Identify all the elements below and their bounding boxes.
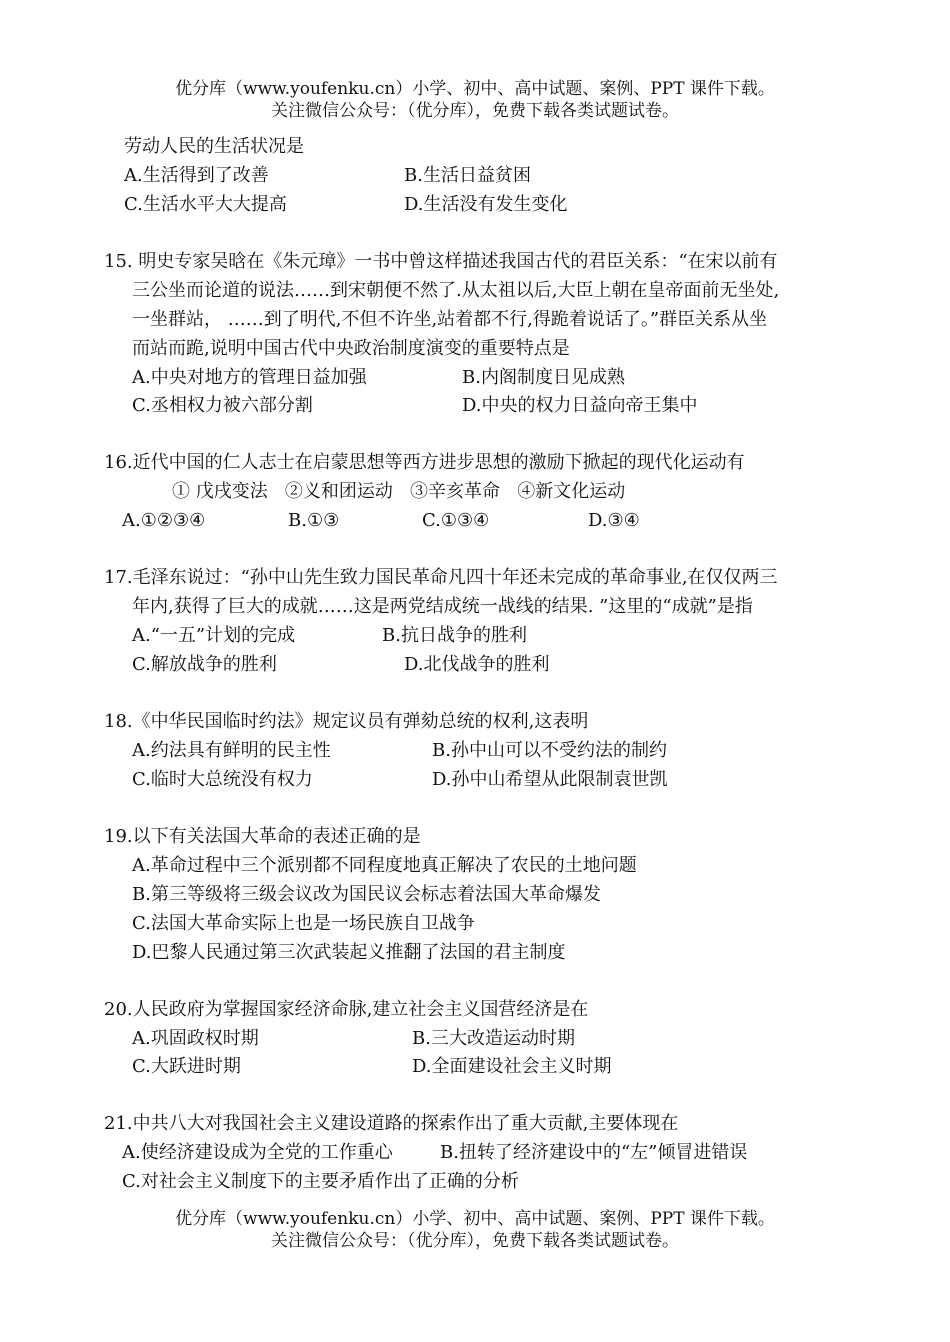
q20-option-c: C.大跃进时期 bbox=[132, 1056, 241, 1077]
q14-option-b: B.生活日益贫困 bbox=[404, 165, 531, 186]
q21-line-1: 21.中共八大对我国社会主义建设道路的探索作出了重大贡献,主要体现在 bbox=[104, 1113, 679, 1134]
page-header bbox=[0, 78, 950, 122]
q15-option-c: C.丞相权力被六部分割 bbox=[132, 395, 313, 416]
q14-option-d: D.生活没有发生变化 bbox=[404, 194, 568, 215]
q17-option-b: B.抗日战争的胜利 bbox=[382, 625, 527, 646]
header-line-1: 优分库（www.youfenku.cn）小学、初中、高中试题、案例、PPT 课件下载。 bbox=[175, 79, 775, 99]
footer-line-1: 优分库（www.youfenku.cn）小学、初中、高中试题、案例、PPT 课件下载。 bbox=[175, 1209, 775, 1229]
q19-option-a: A.革命过程中三个派别都不同程度地真正解决了农民的土地问题 bbox=[132, 855, 637, 876]
q16-line-1: 16.近代中国的仁人志士在启蒙思想等西方进步思想的激励下掀起的现代化运动有 bbox=[104, 452, 745, 473]
q19-option-b: B.第三等级将三级会议改为国民议会标志着法国大革命爆发 bbox=[132, 884, 601, 905]
page-footer bbox=[0, 1208, 950, 1252]
q17-line-2: 年内,获得了巨大的成就……这是两党结成统一战线的结果. ”这里的“成就”是指 bbox=[132, 596, 753, 617]
q20-option-d: D.全面建设社会主义时期 bbox=[412, 1056, 612, 1077]
q15-line-1: 15. 明史专家吴晗在《朱元璋》一书中曾这样描述我国古代的君臣关系：“在宋以前有 bbox=[104, 251, 778, 272]
q18-option-d: D.孙中山希望从此限制袁世凯 bbox=[432, 769, 668, 790]
q15-line-2: 三公坐而论道的说法……到宋朝便不然了.从太祖以后,大臣上朝在皇帝面前无坐处, bbox=[132, 280, 780, 301]
q20-option-b: B.三大改造运动时期 bbox=[412, 1028, 575, 1049]
q19-option-c: C.法国大革命实际上也是一场民族自卫战争 bbox=[132, 913, 475, 934]
q14-stem: 劳动人民的生活状况是 bbox=[124, 136, 304, 157]
q16-option-a: A.①②③④ bbox=[122, 510, 206, 531]
footer-line-2: 关注微信公众号：（优分库），免费下载各类试题试卷。 bbox=[271, 1231, 679, 1251]
q17-option-c: C.解放战争的胜利 bbox=[132, 654, 277, 675]
q20-option-a: A.巩固政权时期 bbox=[132, 1028, 259, 1049]
q15-option-d: D.中央的权力日益向帝王集中 bbox=[462, 395, 698, 416]
q16-option-b: B.①③ bbox=[288, 510, 340, 531]
q14-option-a: A.生活得到了改善 bbox=[124, 165, 269, 186]
q18-option-a: A.约法具有鲜明的民主性 bbox=[132, 740, 331, 761]
q18-option-c: C.临时大总统没有权力 bbox=[132, 769, 313, 790]
q15-line-4: 而站而跪,说明中国古代中央政治制度演变的重要特点是 bbox=[132, 338, 570, 359]
q17-option-a: A.“一五”计划的完成 bbox=[132, 625, 296, 646]
q15-option-a: A.中央对地方的管理日益加强 bbox=[132, 367, 367, 388]
q21-option-a: A.使经济建设成为全党的工作重心 bbox=[122, 1142, 393, 1163]
q17-option-d: D.北伐战争的胜利 bbox=[404, 654, 550, 675]
q15-line-3: 一坐群站， ……到了明代,不但不许坐,站着都不行,得跪着说话了。”群臣关系从坐 bbox=[132, 309, 768, 330]
q18-option-b: B.孙中山可以不受约法的制约 bbox=[432, 740, 667, 761]
q16-option-c: C.①③④ bbox=[422, 510, 490, 531]
q15-option-b: B.内阁制度日见成熟 bbox=[462, 367, 625, 388]
q21-option-b: B.扭转了经济建设中的“左”倾冒进错误 bbox=[440, 1142, 748, 1163]
q17-line-1: 17.毛泽东说过：“孙中山先生致力国民革命凡四十年还未完成的革命事业,在仅仅两三 bbox=[104, 567, 778, 588]
q16-option-d: D.③④ bbox=[588, 510, 640, 531]
q18-line-1: 18.《中华民国临时约法》规定议员有弹劾总统的权利,这表明 bbox=[104, 711, 589, 732]
q16-items: ① 戊戌变法 ②义和团运动 ③辛亥革命 ④新文化运动 bbox=[172, 481, 626, 502]
q21-option-c: C.对社会主义制度下的主要矛盾作出了正确的分析 bbox=[122, 1171, 519, 1192]
header-line-2: 关注微信公众号：（优分库），免费下载各类试题试卷。 bbox=[271, 101, 679, 121]
q19-option-d: D.巴黎人民通过第三次武装起义推翻了法国的君主制度 bbox=[132, 942, 566, 963]
q20-line-1: 20.人民政府为掌握国家经济命脉,建立社会主义国营经济是在 bbox=[104, 999, 589, 1020]
q14-option-c: C.生活水平大大提高 bbox=[124, 194, 287, 215]
q19-line-1: 19.以下有关法国大革命的表述正确的是 bbox=[104, 826, 421, 847]
